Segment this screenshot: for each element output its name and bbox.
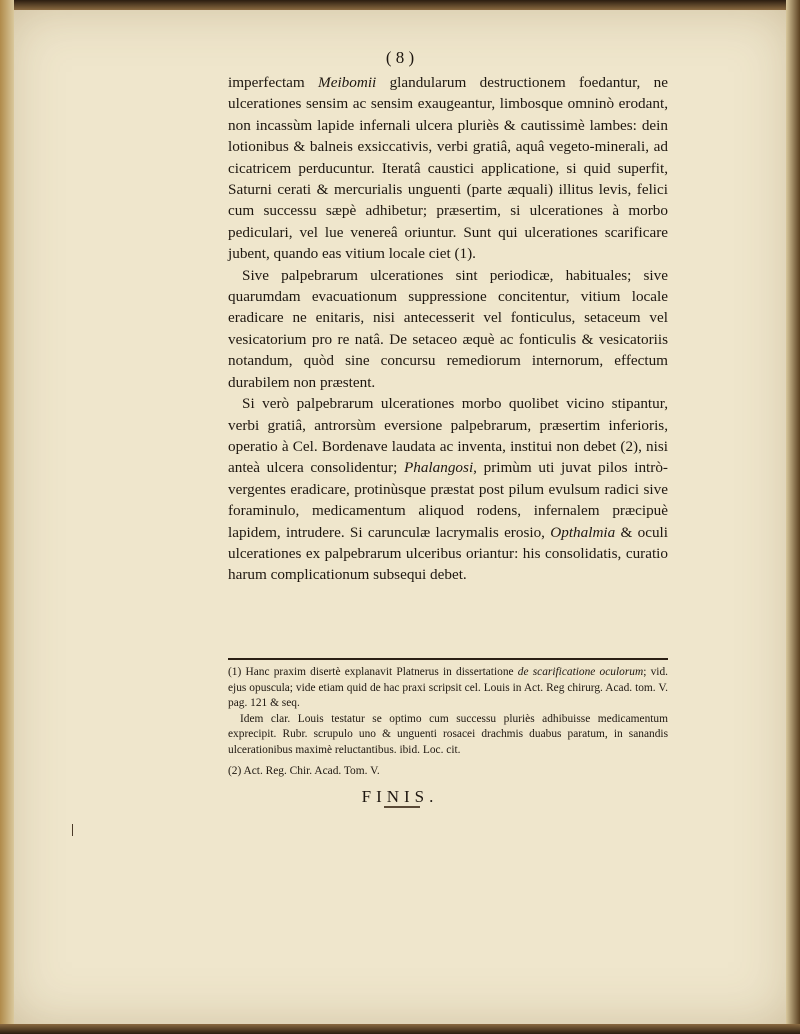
footnotes bbox=[228, 665, 668, 779]
paragraph-2: Sive palpebrarum ulcerationes sint periodicæ, habituales; sive quarumdam evacuationum suppressione concitentur, vitium locale eradicare ne enitaris, nisi antecesserit vel fonticulus, setaceum vel vesicatorium pro re natâ. De setaceo æquè ac fonticulis & vesicatoriis notandum, quòd sine concursu remediorum internorum, effectum durabilem non præstent. bbox=[228, 266, 668, 391]
paragraph-3-italic-opthalmia: Opthalmia bbox=[550, 523, 616, 541]
paragraph-3-text-e: & oculi ulcerationes ex palpebrarum ulceribus oriantur: his consolidatis, curatio harum complicationum subsequi debet. bbox=[228, 523, 668, 584]
paragraph-3-text-c: , primùm uti juvat pilos intrò-vergentes eradicare, protinùsque præstat post pilum evulsum radici sive foraminulo, medicamentum aliquod rodens, infernalem præcipuè lapidem, intrudere. Si carunculæ lacrymalis erosio, bbox=[228, 459, 668, 541]
footnote-1-italic-title: de scarificatione oculorum bbox=[517, 666, 644, 678]
footnote-1-text-a: (1) Hanc praxim disertè explanavit Platnerus in dissertatione bbox=[228, 666, 518, 678]
finis-flourish bbox=[384, 806, 420, 808]
footnote-divider bbox=[228, 658, 668, 660]
page-edge-bottom bbox=[0, 1024, 800, 1034]
page-edge-top bbox=[0, 0, 800, 10]
page-edge-left bbox=[0, 0, 14, 1034]
footnote-1-continuation: Idem clar. Louis testatur se optimo cum successu pluriès adhibuisse medicamentum exprecipit. Rubr. scrupulo uno & unguenti rosacei drachmis duabus paratum, in sanandis ulcerationibus maximè reluctantibus. ibid. Loc. cit. bbox=[228, 712, 668, 756]
paragraph-3-italic-phalangosi: Phalangosi bbox=[403, 459, 474, 477]
main-text bbox=[228, 72, 668, 586]
margin-mark bbox=[72, 824, 73, 836]
footnote-2: (2) Act. Reg. Chir. Acad. Tom. V. bbox=[228, 764, 380, 777]
page-number: ( 8 ) bbox=[385, 48, 415, 67]
footnote-1 bbox=[228, 665, 668, 712]
paragraph-3 bbox=[228, 393, 668, 586]
paragraph-1 bbox=[228, 72, 668, 265]
paragraph-3-text-a: Si verò palpebrarum ulcerationes morbo quolibet vicino stipantur, verbi gratiâ, antrorsùm eversione palpebrarum, præsertim inferioris, operatio à Cel. Bordenave laudata ac inventa, institui non debet (2), nisi anteà ulcera consolidentur; bbox=[228, 395, 668, 477]
footnote-1-text-c: ; vid. ejus opuscula; vide etiam quid de hac praxi scripsit cel. Louis in Act. Reg chirurg. Acad. tom. V. pag. 121 & seq. bbox=[228, 666, 668, 710]
page-edge-right bbox=[786, 0, 800, 1034]
paragraph-1-text-a: imperfectam bbox=[228, 74, 319, 91]
paragraph-1-italic-meibomii: Meibomii bbox=[318, 74, 377, 91]
paragraph-1-text-c: glandularum destructionem foedantur, ne ulcerationes sensim ac sensim exaugeantur, limbosque omninò erodant, non incassùm lapide infernali ulcera pluriès & cautissimè lambes: dein lotionibus & balneis exsiccativis, verbi gratiâ, aquâ vegeto-minerali, ad cicatricem perducuntur. Iteratâ caustici applicatione, si quid superfit, Saturni cerati & mercurialis unguenti (parte æquali) illitus levis, felici cum successu sæpè adhibetur; præsertim, si ulcerationes à morbo pediculari, vel lue venereâ oriuntur. Sunt qui ulcerationes scarificare jubent, quando eas vitium locale ciet (1). bbox=[228, 74, 668, 263]
finis-heading: FINIS. bbox=[361, 787, 439, 806]
